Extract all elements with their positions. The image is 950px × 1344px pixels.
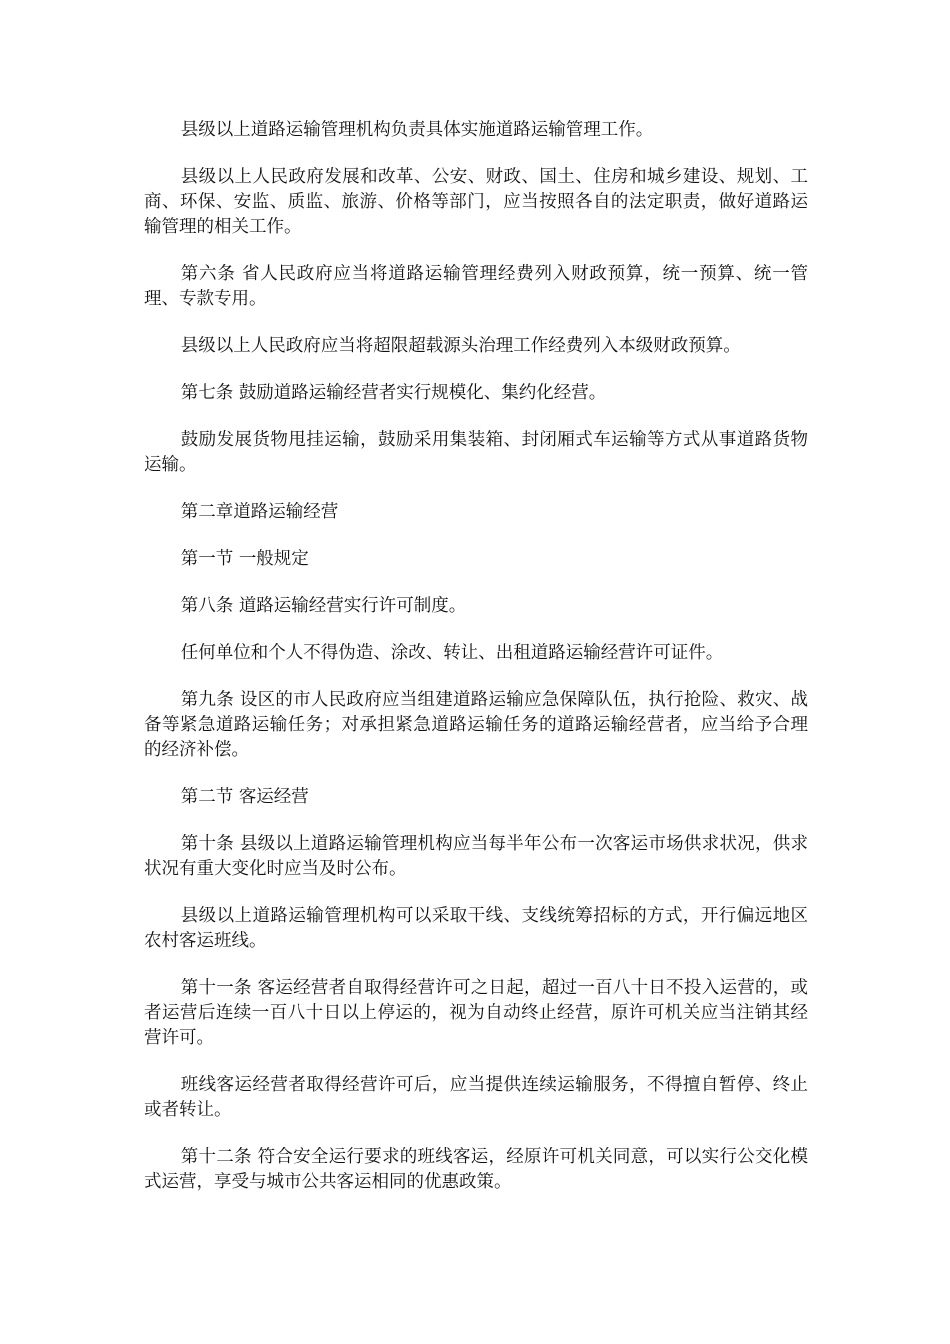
section-heading: 第二节 客运经营 <box>180 787 309 807</box>
chapter-heading: 第二章道路运输经营 <box>180 502 339 522</box>
paragraph: 县级以上人民政府发展和改革、公安、财政、国土、住房和城乡建设、规划、工商、环保、安监、质监、旅游、价格等部门，应当按照各自的法定职责，做好道路运输管理的相关工作。 <box>144 167 808 237</box>
paragraph: 第十条 县级以上道路运输管理机构应当每半年公布一次客运市场供求状况，供求状况有重大变化时应当及时公布。 <box>144 834 808 879</box>
paragraph: 县级以上道路运输管理机构负责具体实施道路运输管理工作。 <box>180 120 654 140</box>
document-body <box>144 118 808 1195</box>
paragraph: 第七条 鼓励道路运输经营者实行规模化、集约化经营。 <box>180 383 607 403</box>
section-heading: 第一节 一般规定 <box>180 549 309 569</box>
paragraph: 县级以上人民政府应当将超限超载源头治理工作经费列入本级财政预算。 <box>180 336 741 356</box>
paragraph: 鼓励发展货物甩挂运输，鼓励采用集装箱、封闭厢式车运输等方式从事道路货物运输。 <box>144 430 808 475</box>
paragraph: 第九条 设区的市人民政府应当组建道路运输应急保障队伍，执行抢险、救灾、战备等紧急道路运输任务；对承担紧急道路运输任务的道路运输经营者，应当给予合理的经济补偿。 <box>144 690 808 760</box>
paragraph: 任何单位和个人不得伪造、涂改、转让、出租道路运输经营许可证件。 <box>180 643 724 663</box>
paragraph: 班线客运经营者取得经营许可后，应当提供连续运输服务，不得擅自暂停、终止或者转让。 <box>144 1075 808 1120</box>
paragraph: 第十二条 符合安全运行要求的班线客运，经原许可机关同意，可以实行公交化模式运营，享受与城市公共客运相同的优惠政策。 <box>144 1147 808 1192</box>
paragraph: 县级以上道路运输管理机构可以采取干线、支线统筹招标的方式，开行偏远地区农村客运班线。 <box>144 906 808 951</box>
paragraph: 第十一条 客运经营者自取得经营许可之日起，超过一百八十日不投入运营的，或者运营后连续一百八十日以上停运的，视为自动终止经营，原许可机关应当注销其经营许可。 <box>144 978 808 1048</box>
paragraph: 第六条 省人民政府应当将道路运输管理经费列入财政预算，统一预算、统一管理、专款专用。 <box>144 264 808 309</box>
paragraph: 第八条 道路运输经营实行许可制度。 <box>180 596 467 616</box>
